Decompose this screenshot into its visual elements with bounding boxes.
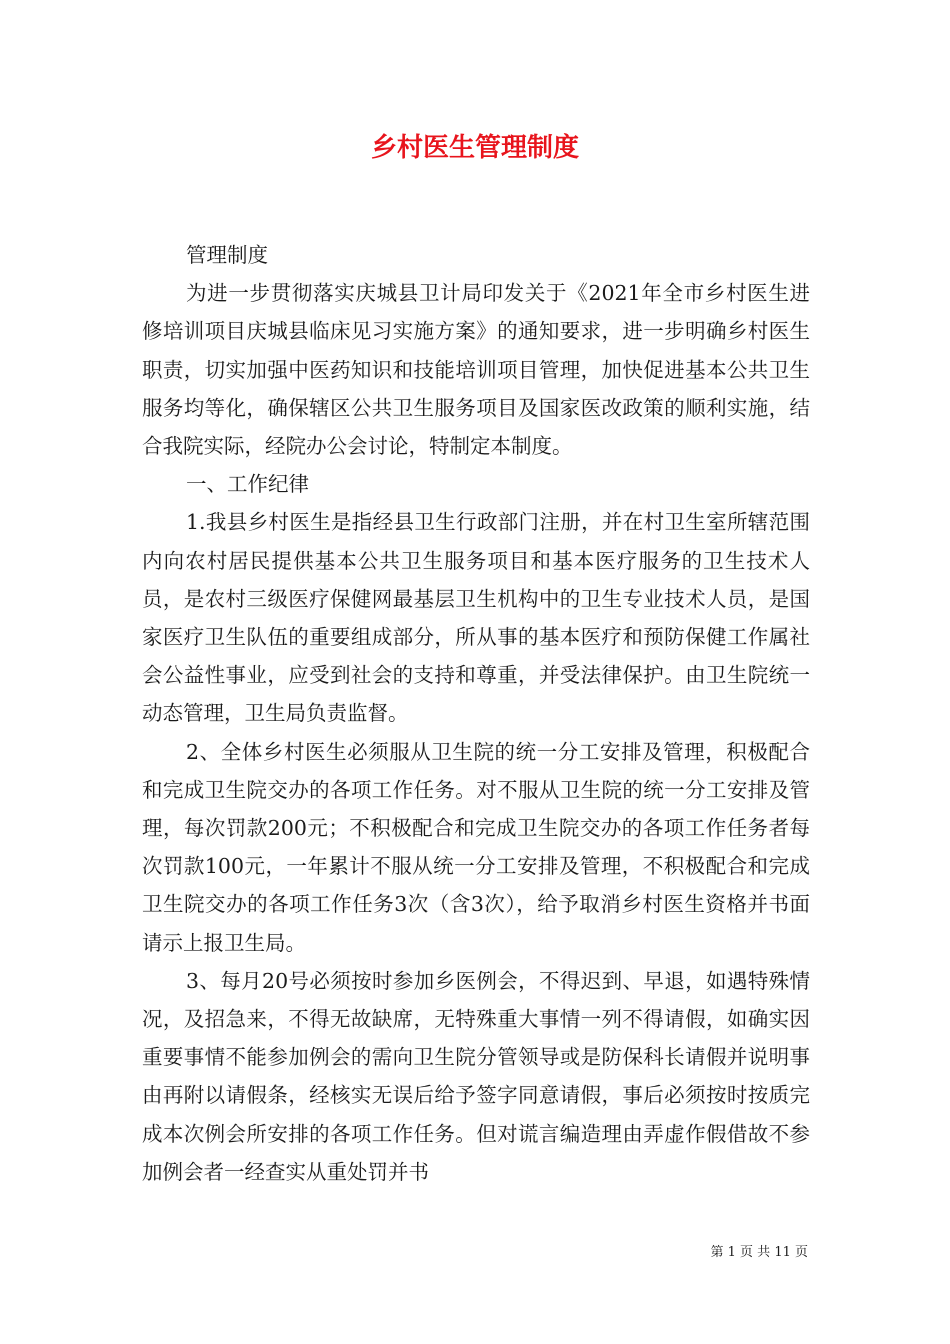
rule-paragraph: 1.我县乡村医生是指经县卫生行政部门注册，并在村卫生室所辖范围内向农村居民提供基本公共卫生服务项目和基本医疗服务的卫生技术人员，是农村三级医疗保健网最基层卫生机构中的卫生专业技术人员，是国家医疗卫生队伍的重要组成部分，所从事的基本医疗和预防保健工作属社会公益性事业，应受到社会的支持和尊重，并受法律保护。由卫生院统一动态管理，卫生局负责监督。 [142, 510, 810, 726]
document-title: 乡村医生管理制度 [370, 133, 579, 163]
rule-paragraph: 3、每月20号必须按时参加乡医例会，不得迟到、早退，如遇特殊情况，及招急来，不得无故缺席，无特殊重大事情一列不得请假，如确实因重要事情不能参加例会的需向卫生院分管领导或是防保科长请假并说明事由再附以请假条，经核实无误后给予签字同意请假，事后必须按时按质完成本次例会所安排的各项工作任务。但对谎言编造理由弄虚作假借故不参加例会者一经查实从重处罚并书 [142, 968, 810, 1184]
section-heading: 一、工作纪律 [186, 472, 309, 497]
section-heading: 管理制度 [186, 243, 268, 267]
document-body [142, 236, 810, 1191]
rule-paragraph: 2、全体乡村医生必须服从卫生院的统一分工安排及管理，积极配合和完成卫生院交办的各项工作任务。对不服从卫生院的统一分工安排及管理，每次罚款200元；不积极配合和完成卫生院交办的各项工作任务者每次罚款100元，一年累计不服从统一分工安排及管理，不积极配合和完成卫生院交办的各项工作任务3次（含3次），给予取消乡村医生资格并书面请示上报卫生局。 [142, 739, 810, 955]
page-number-footer: 第 1 页 共 11 页 [710, 1245, 808, 1260]
intro-paragraph: 为进一步贯彻落实庆城县卫计局印发关于《2021年全市乡村医生进修培训项目庆城县临床见习实施方案》的通知要求，进一步明确乡村医生职责，切实加强中医药知识和技能培训项目管理，加快促进基本公共卫生服务均等化，确保辖区公共卫生服务项目及国家医改政策的顺利实施，结合我院实际，经院办公会讨论，特制定本制度。 [142, 281, 810, 459]
